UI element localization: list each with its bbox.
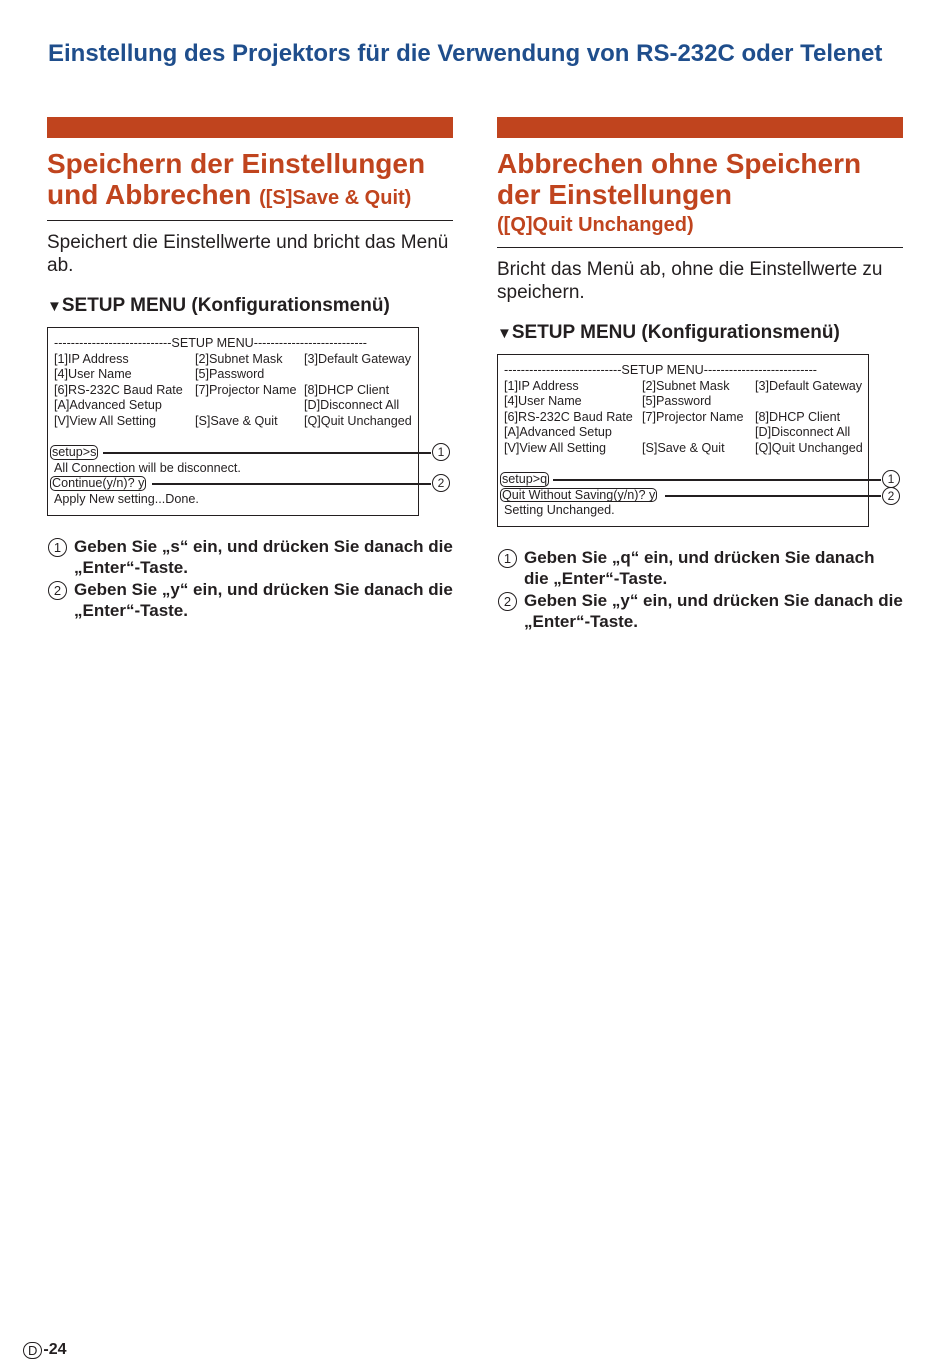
terminal-screen [47,327,419,516]
step-text: Geben Sie „y“ ein, und drücken Sie danach die „Enter“-Taste. [524,590,903,632]
terminal-row [498,394,868,410]
terminal-header: ----------------------------SETUP MENU--------------------------- [504,363,817,377]
section-accent-bar [497,117,903,138]
terminal-figure [497,354,903,527]
step-number: 2 [48,581,67,600]
menu-option: [S]Save & Quit [642,440,725,455]
menu-option [642,425,755,441]
menu-option: [A]Advanced Setup [54,398,162,413]
menu-option: [4]User Name [54,367,132,382]
callout-number: 1 [882,470,900,488]
step-text: Geben Sie „q“ ein, und drücken Sie danach die „Enter“-Taste. [524,547,875,589]
step-list [47,536,453,622]
terminal-row [498,410,868,426]
terminal-output-line: All Connection will be disconnect. [54,460,241,475]
menu-option: [6]RS-232C Baud Rate [504,409,633,424]
terminal-header: ----------------------------SETUP MENU--------------------------- [54,336,367,350]
menu-option: [S]Save & Quit [195,413,278,428]
menu-option: [3]Default Gateway [304,351,412,366]
save-and-quit-section [47,117,453,622]
heading-line-1: Speichern der Einstellungen [47,148,426,179]
callout-number: 2 [882,487,900,505]
menu-title-text: SETUP MENU (Konfigurationsmenü) [61,295,390,316]
step-list [497,547,903,633]
terminal-screen [497,354,869,527]
confirm-input-highlight: Quit Without Saving(y/n)? y [502,487,656,502]
menu-option: [8]DHCP Client [755,409,841,424]
callout-leader-line [665,495,881,497]
section-heading [47,148,453,221]
menu-option: [A]Advanced Setup [504,425,612,440]
menu-option: [7]Projector Name [642,409,744,424]
menu-option: [6]RS-232C Baud Rate [54,382,183,397]
menu-option: [2]Subnet Mask [195,351,283,366]
menu-title-text: SETUP MENU (Konfigurationsmenü) [511,322,840,343]
step-text: Geben Sie „y“ ein, und drücken Sie danach die „Enter“-Taste. [74,579,453,621]
terminal-row [48,383,418,399]
terminal-row [498,379,868,395]
section-accent-bar [47,117,453,138]
page-title: Einstellung des Projektors für die Verwendung von RS-232C oder Telenet [48,40,883,67]
callout-leader-line [152,483,431,485]
terminal-figure [47,327,453,516]
step-item [497,590,903,633]
menu-option: [V]View All Setting [504,440,606,455]
confirm-input-highlight: Continue(y/n)? y [52,476,145,491]
terminal-row [48,398,418,414]
callout-number: 2 [432,474,450,492]
callout-leader-line [103,452,431,454]
prompt-input-highlight: setup>q [502,472,548,487]
terminal-row [498,441,868,457]
triangle-down-icon: ▼ [497,325,512,342]
menu-option [195,398,304,414]
step-number: 1 [48,538,67,557]
terminal-row [48,414,418,430]
heading-line-1: Abbrechen ohne Speichern [497,148,862,179]
terminal-output-line: Apply New setting...Done. [54,491,199,506]
step-number: 2 [498,592,517,611]
menu-option: [8]DHCP Client [304,382,390,397]
section-intro: Bricht das Menü ab, ohne die Einstellwerte zu speichern. [497,259,883,303]
menu-option: [Q]Quit Unchanged [304,413,412,428]
step-item [47,536,453,579]
step-number: 1 [498,549,517,568]
menu-option: [5]Password [642,394,712,409]
menu-option: [Q]Quit Unchanged [755,440,863,455]
menu-option: [3]Default Gateway [755,378,863,393]
terminal-row [48,367,418,383]
page-number [23,1341,67,1359]
menu-option: [5]Password [195,367,265,382]
menu-option [755,394,865,410]
callout-leader-line [553,479,881,481]
region-badge: D [23,1342,42,1359]
page-number-text: -24 [43,1341,67,1358]
menu-option: [D]Disconnect All [755,425,851,440]
menu-option: [1]IP Address [54,351,129,366]
step-item [47,579,453,622]
heading-command: ([Q]Quit Unchanged) [497,214,694,236]
callout-number: 1 [432,443,450,461]
section-intro: Speichert die Einstellwerte und bricht das Menü ab. [47,232,449,276]
menu-title [497,322,903,344]
terminal-output-line: Setting Unchanged. [504,503,615,518]
step-item [497,547,903,590]
heading-command: ([S]Save & Quit) [259,187,412,209]
menu-option: [1]IP Address [504,378,579,393]
terminal-row [48,352,418,368]
menu-option: [2]Subnet Mask [642,378,730,393]
prompt-input-highlight: setup>s [52,445,97,460]
menu-option: [4]User Name [504,394,582,409]
section-heading [497,148,903,248]
step-text: Geben Sie „s“ ein, und drücken Sie danach die „Enter“-Taste. [74,536,453,578]
menu-option: [7]Projector Name [195,382,297,397]
menu-option: [D]Disconnect All [304,398,400,413]
terminal-row [498,425,868,441]
triangle-down-icon: ▼ [47,298,62,315]
heading-line-2: und Abbrechen [47,179,252,210]
menu-title [47,295,453,317]
quit-unchanged-section [497,117,903,633]
menu-option: [V]View All Setting [54,413,156,428]
menu-option [304,367,414,383]
heading-line-2: der Einstellungen [497,179,732,210]
